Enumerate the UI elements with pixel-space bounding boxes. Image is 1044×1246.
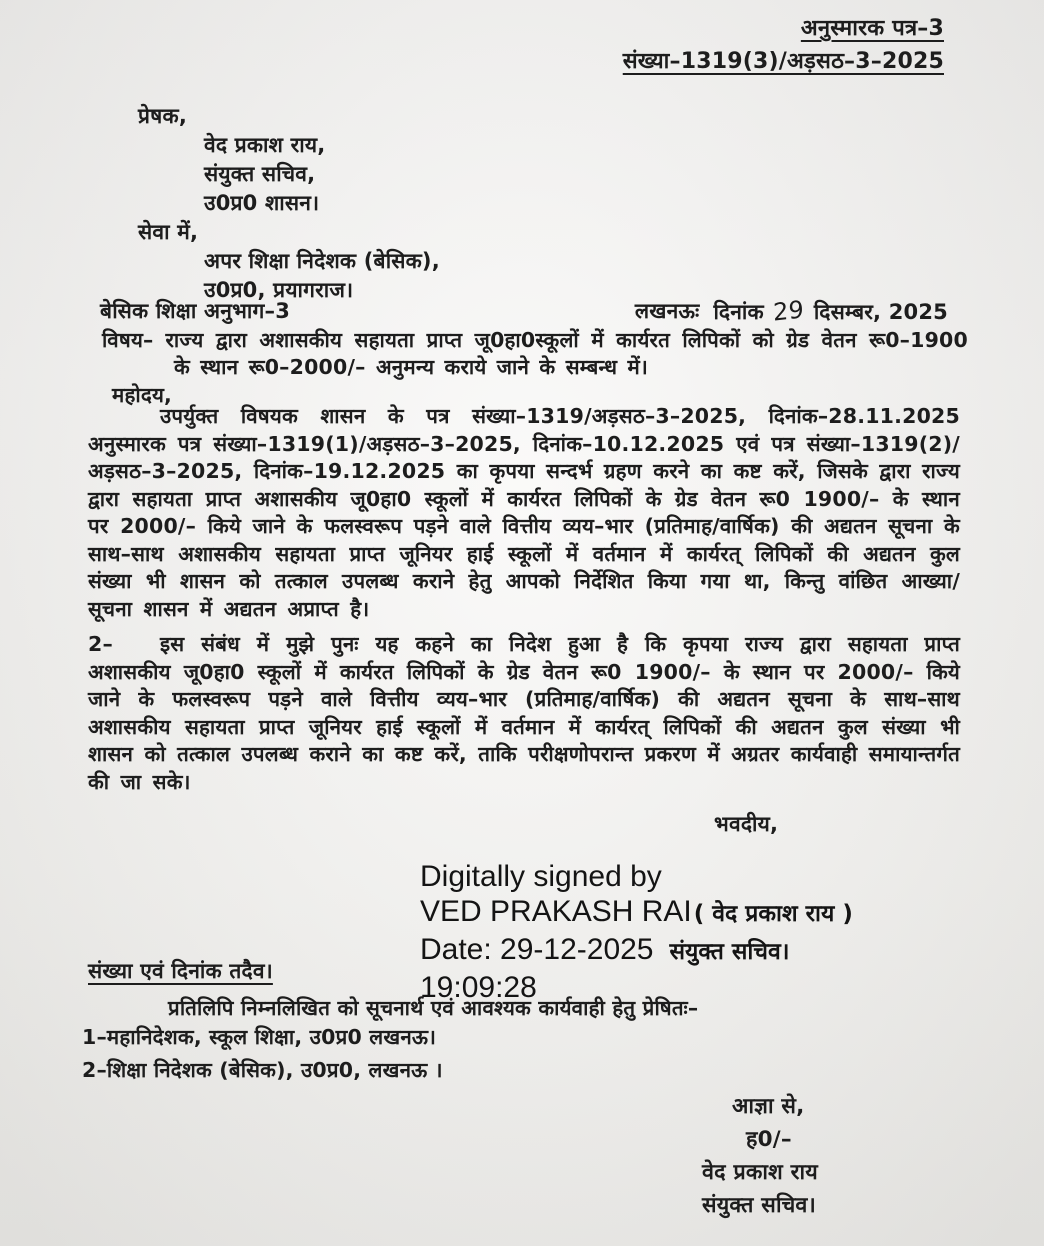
para1-text-a: उपर्युक्त विषयक शासन के पत्र संख्या–1319/अड़सठ–3–2025, दिनांक–28.11.2025 अनुस्मारक पत्र संख्या–1319(1)/अड़सठ–3–2025, दिनांक–10.12.2025 एवं पत्र संख्या–1319(2)/अड़सठ–3–2025, दिनांक–19.12.2025 का कृपया सन्दर्भ ग्रहण करने का कष्ट करें, जिसके द्वारा राज्य द्वारा सहायता प्राप्त अशासकीय जू0हा0 स्कूलों में कार्यरत लिपिकों के ग्रेड वेतन रू0 1900/– के स्थान पर 2000/– किये जाने के फलस्वरूप पड़ने वाले वित्तीय व्यय–भार (प्रतिमाह/वार्षिक) की अद्यतन सूचना के साथ–साथ अशासकीय सहायता प्राप्त जूनियर हाई स्कूलों में वर्तमान में कार्यरत् लिपिकों की अद्यतन (88, 404, 960, 566)
signatory-designation-hindi: संयुक्त सचिव। (669, 939, 790, 965)
order-signature-block (702, 1090, 818, 1222)
reminder-label: अनुस्मारक पत्र–3 (800, 16, 944, 41)
recipient-place: उ0प्र0, प्रयागराज। (204, 278, 354, 302)
sender-name: वेद प्रकाश राय, (204, 133, 326, 157)
para1-text-b: भी शासन को (131, 569, 275, 593)
subject-text: राज्य द्वारा अशासकीय सहायता प्राप्त जू0हा0स्कूलों में कार्यरत लिपिकों को ग्रेड वेतन रू0–1900 के स्थान रू0–2000/– अनुमन्य कराये जाने के सम्बन्ध में। (165, 328, 968, 379)
salutation: महोदय, (112, 383, 173, 407)
sender-label: प्रेषक, (138, 104, 187, 128)
copy-item-2: 2–शिक्षा निदेशक (बेसिक), उ0प्र0, लखनऊ । (82, 1058, 443, 1082)
date-label: दिनांक (713, 300, 764, 324)
paragraph-1 (88, 403, 960, 623)
sender-org: उ0प्र0 शासन। (204, 191, 320, 215)
digital-sig-name: VED PRAKASH RAI (420, 895, 692, 928)
address-block (138, 104, 440, 307)
para1-text-c: उपलब्ध कराने हेतु आपको निर्देशित किया गया था, किन्तु वांछित आख्या/सूचना शासन में अद्यतन अप्राप्त है। (88, 569, 961, 621)
para2-text-c: भी शासन को (88, 714, 960, 766)
copy-intro: प्रतिलिपि निम्नलिखित को सूचनार्थ एवं आवश्यक कार्यवाही हेतु प्रेषितः– (168, 996, 699, 1020)
place-date (635, 297, 948, 326)
digital-sig-signed-by: Digitally signed by (420, 860, 662, 893)
section-date-row (100, 297, 948, 326)
para1-bold-total-count: कुल संख्या (88, 541, 960, 593)
date-line (713, 297, 948, 326)
ref-number-date-line: संख्या एवं दिनांक तदैव। (88, 959, 273, 983)
letter-number: संख्या–1319(3)/अड़सठ–3–2025 (622, 49, 944, 74)
para2-bold-immediately: तत्काल (177, 742, 231, 766)
digital-signature-block (420, 859, 853, 1005)
section-name: बेसिक शिक्षा अनुभाग–3 (100, 299, 291, 323)
para2-bold-again: पुनः (331, 632, 359, 656)
digital-sig-date: Date: 29-12-2025 (420, 933, 654, 966)
copy-item-1: 1–महानिदेशक, स्कूल शिक्षा, उ0प्र0 लखनऊ। (82, 1025, 437, 1049)
para2-text-d: उपलब्ध कराने का कष्ट करें, ताकि परीक्षणोपरान्त प्रकरण में अग्रतर कार्यवाही समायान्तर्गत की जा सके। (88, 742, 960, 794)
paragraph-2 (88, 631, 960, 796)
para2-bold-total-count: कुल संख्या (837, 714, 926, 739)
para2-text-a: इस संबंध में मुझे (160, 632, 332, 656)
sd-mark: ह0/– (746, 1127, 792, 1152)
order-signatory-name: वेद प्रकाश राय (702, 1160, 818, 1185)
date-day-handwritten: 29 (772, 295, 805, 327)
subject-line (102, 327, 968, 381)
by-order: आज्ञा से, (732, 1094, 805, 1119)
recipient-label: सेवा में, (138, 220, 199, 244)
subject-label: विषय– (102, 328, 154, 352)
date-rest: दिसम्बर, 2025 (813, 300, 948, 324)
digital-sig-line3 (420, 932, 853, 970)
closing-yours: भवदीय, (714, 812, 779, 836)
order-signatory-designation: संयुक्त सचिव। (702, 1193, 816, 1218)
para2-text-b: यह कहने का निदेश हुआ है कि कृपया राज्य द्वारा सहायता प्राप्त अशासकीय जू0हा0 स्कूलों में कार्यरत लिपिकों के ग्रेड वेतन रू0 1900/– के स्थान पर 2000/– किये जाने के फलस्वरूप पड़ने वाले वित्तीय व्यय–भार (प्रतिमाह/वार्षिक) की अद्यतन सूचना के साथ–साथ अशासकीय सहायता प्राप्त जूनियर हाई स्कूलों में वर्तमान में कार्यरत् लिपिकों की अद्यतन (88, 632, 960, 739)
digital-sig-time: 19:09:28 (420, 971, 537, 1004)
digital-sig-line2 (420, 894, 853, 932)
signatory-name-hindi: ( वेद प्रकाश राय ) (693, 901, 853, 927)
recipient-name: अपर शिक्षा निदेशक (बेसिक), (204, 249, 440, 273)
letter-header (623, 12, 944, 78)
digital-sig-line1 (420, 859, 853, 894)
sender-designation: संयुक्त सचिव, (204, 162, 316, 186)
para2-number: 2– (88, 632, 113, 656)
para1-bold-immediately: तत्काल (274, 569, 328, 593)
place: लखनऊः (634, 299, 700, 323)
